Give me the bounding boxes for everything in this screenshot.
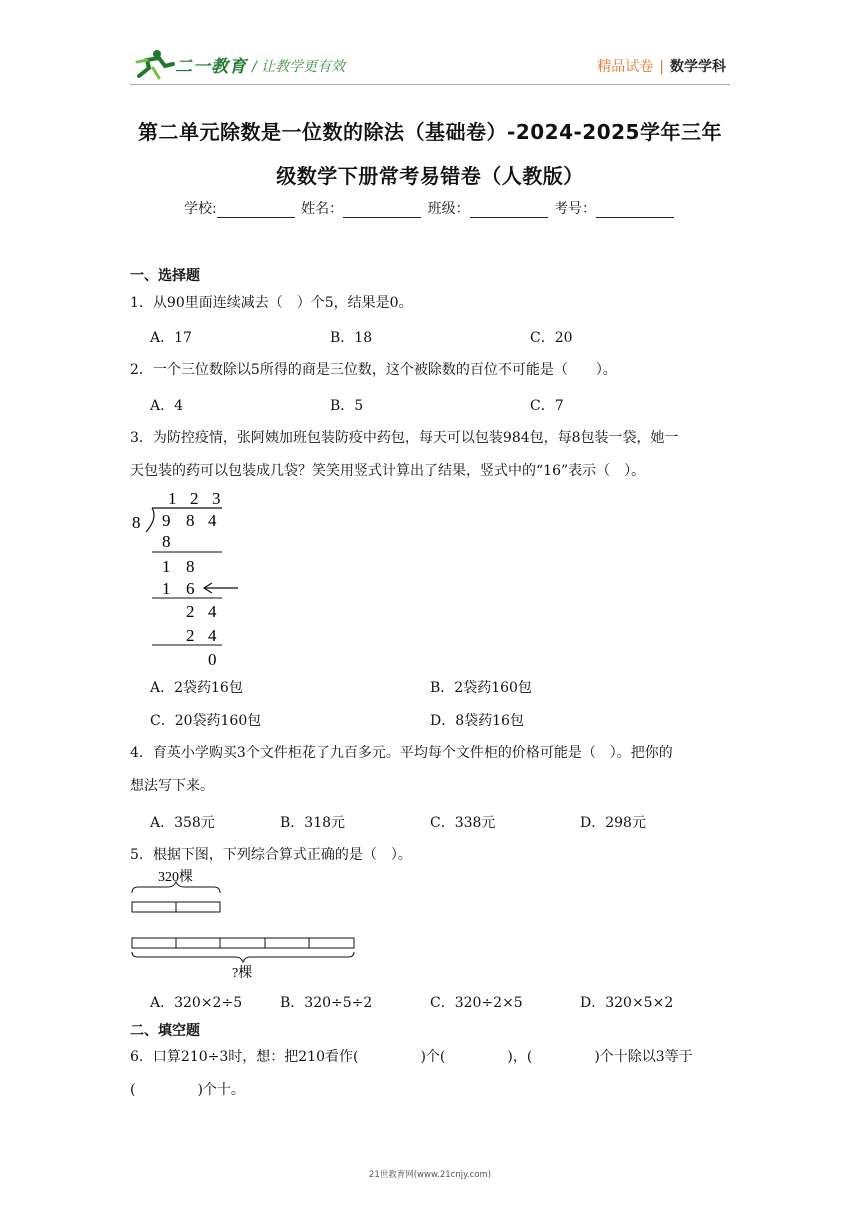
question-3-line2: 天包装的药可以包装成几袋？笑笑用竖式计算出了结果，竖式中的“16”表示（ ）。 [130,463,646,479]
step-digit: 2 [186,626,195,645]
q6-text: )个十除以3等于 [594,1049,693,1065]
q6-text: )个( [420,1049,446,1065]
page-title-line2: 级数学下册常考易错卷（人教版） [276,164,584,188]
quotient-digit: 3 [212,489,221,508]
bottom-bar [132,938,354,948]
name-label: 姓名： [301,201,344,217]
question-4-line2: 想法写下来。 [130,778,214,794]
question-5: 5．根据下图，下列综合算式正确的是（ ）。 [130,847,412,863]
q5-option-a[interactable]: A．320×2÷5 [150,995,243,1011]
q3-option-c[interactable]: C．20袋药160包 [150,713,262,729]
q2-option-c[interactable]: C．7 [530,398,564,414]
q2-option-a[interactable]: A．4 [150,398,184,414]
question-3-line1: 3．为防控疫情，张阿姨加班包装防疫中药包，每天可以包装984包，每8包装一袋，她一 [130,430,679,446]
footer: 21世教育网(www.21cnjy.com) [368,1170,492,1180]
dividend-digit: 8 [186,511,195,530]
header-category [597,56,726,76]
step-digit-highlighted: 6 [186,579,195,598]
top-label: 320棵 [158,870,193,885]
q2-option-b[interactable]: B．5 [330,398,364,414]
divisor: 8 [132,513,141,532]
category-separator: | [659,59,664,75]
q6-text: 6．口算210÷3时，想：把210看作( [130,1049,359,1065]
dividend-digit: 9 [162,511,171,530]
page-title-line1: 第二单元除数是一位数的除法（基础卷）-2024-2025学年三年 [138,120,722,144]
step-digit: 8 [186,557,195,576]
number-label: 考号： [554,201,597,217]
q3-option-a[interactable]: A．2袋药16包 [150,680,243,696]
student-info [0,198,860,218]
runner-logo-icon [133,48,175,80]
logo-text: 二一教育 [175,57,247,77]
long-division-figure [128,484,258,674]
q6-text: )，( [507,1049,533,1065]
q1-option-b[interactable]: B．18 [330,330,373,346]
remainder: 0 [208,650,217,669]
q4-option-c[interactable]: C．338元 [430,815,496,831]
step-digit: 4 [208,626,217,645]
school-label: 学校: [183,201,217,217]
quotient-digit: 2 [190,489,199,508]
question-6-line2 [130,1080,730,1100]
dividend-digit: 4 [208,511,217,530]
step-digit: 2 [186,602,195,621]
section-choice-heading: 一、选择题 [130,268,200,284]
question-1: 1．从90里面连续减去（ ）个5，结果是0。 [130,295,413,311]
q6-text: )个十。 [197,1082,245,1098]
q5-option-c[interactable]: C．320÷2×5 [430,995,523,1011]
q6-text: ( [130,1082,136,1098]
division-bracket [146,508,154,532]
q1-option-a[interactable]: A．17 [150,330,192,346]
q5-option-d[interactable]: D．320×5×2 [580,995,674,1011]
class-label: 班级： [427,201,470,217]
question-6-line1 [130,1047,750,1067]
q3-option-b[interactable]: B．2袋药160包 [430,680,532,696]
bar-diagram [128,866,368,984]
slogan: / 让教学更有效 [252,59,346,75]
question-2: 2．一个三位数除以5所得的商是三位数，这个被除数的百位不可能是（ ）。 [130,362,617,378]
school-blank[interactable] [217,203,295,218]
step-digit-highlighted: 1 [162,579,171,598]
bottom-label: ?棵 [232,966,253,981]
question-4-line1: 4．育英小学购买3个文件柜花了九百多元。平均每个文件柜的价格可能是（ ）。把你的 [130,745,673,761]
name-blank[interactable] [343,203,421,218]
category-label: 精品试卷 [597,59,654,75]
bottom-brace [132,952,354,962]
number-blank[interactable] [596,203,674,218]
q1-option-c[interactable]: C．20 [530,330,573,346]
header-divider [130,84,730,85]
step-digit: 8 [162,532,171,551]
q3-option-d[interactable]: D．8袋药16包 [430,713,524,729]
quotient-digit: 1 [168,489,177,508]
q5-option-b[interactable]: B．320÷5÷2 [280,995,373,1011]
q4-option-d[interactable]: D．298元 [580,815,646,831]
section-fill-heading: 二、填空题 [130,1023,200,1039]
q4-option-a[interactable]: A．358元 [150,815,215,831]
subject-label: 数学学科 [670,59,726,75]
q4-option-b[interactable]: B．318元 [280,815,346,831]
step-digit: 1 [162,557,171,576]
step-digit: 4 [208,602,217,621]
class-blank[interactable] [470,203,548,218]
